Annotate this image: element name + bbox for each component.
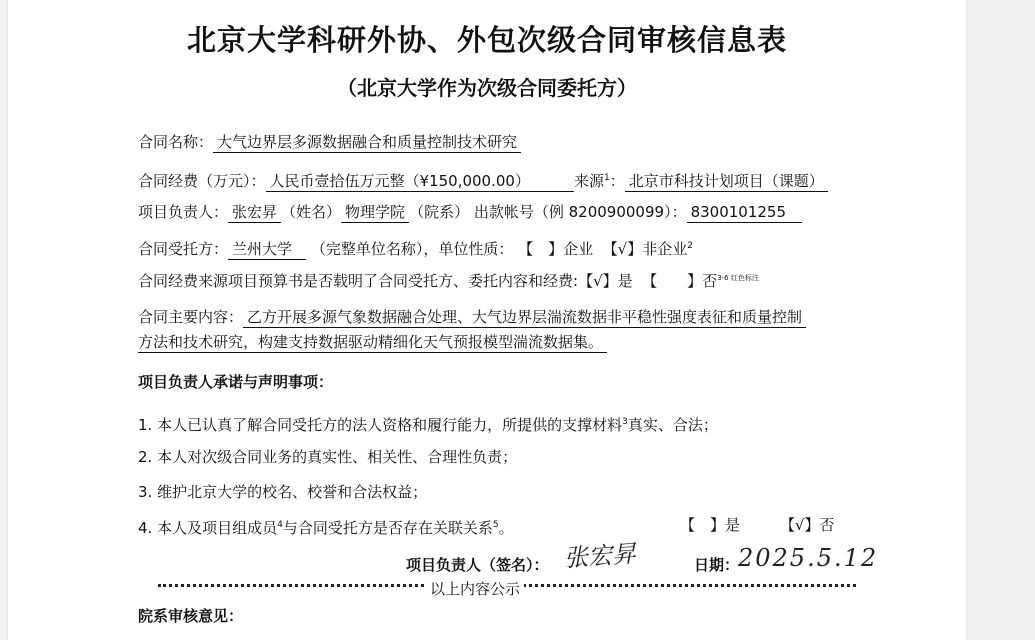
dept-review-label: 院系审核意见： (138, 607, 244, 625)
entrustee-hint: （完整单位名称），单位性质： (310, 240, 514, 258)
content-label: 合同主要内容： (138, 308, 244, 326)
non-enterprise-footnote: 2 (687, 241, 693, 251)
leader-dept-hint: （院系） (409, 203, 470, 221)
leader-label: 项目负责人： (138, 203, 229, 221)
pledge-item-1 (138, 412, 718, 435)
enterprise-checkbox: 【 】企业 (518, 240, 594, 258)
entrustee-value: 兰州大学 (228, 239, 306, 260)
pledge-item-4-text-b: 与合同受托方是否存在关联关系 (282, 519, 493, 537)
source-footnote: 1 (603, 173, 610, 183)
entrustee-row (138, 236, 693, 260)
non-enterprise-checkbox: 【√】非企业 (602, 240, 688, 258)
budget-footnote: 3-6 红色标注 (717, 274, 759, 282)
account-value: 8300101255 (687, 202, 802, 223)
contract-content-row (138, 307, 806, 328)
pledge-item-4-footnote-1: 4 (277, 520, 283, 530)
entrustee-label: 合同受托方： (138, 240, 229, 258)
pledge-item-4-no-checkbox: 【√】否 (780, 516, 835, 534)
leader-name: 张宏昇 (228, 202, 281, 223)
viewer-background (966, 0, 1035, 640)
leader-dept: 物理学院 (341, 202, 409, 223)
document-page (8, 0, 966, 640)
contract-content-row-2 (138, 332, 607, 353)
handwritten-date: 2025.5.12 (738, 544, 879, 572)
pledge-item-4-text-c: 。 (498, 519, 514, 537)
pledge-item-4-footnote-2: 5 (492, 520, 499, 530)
contract-name-label: 合同名称： (138, 133, 214, 151)
pledge-item-3: 3. 维护北京大学的校名、校誉和合法权益； (138, 483, 428, 501)
pledge-heading: 项目负责人承诺与声明事项： (138, 373, 334, 391)
pledge-item-2: 2. 本人对次级合同业务的真实性、相关性、合理性负责； (138, 448, 518, 466)
content-line-1: 乙方开展多源气象数据融合处理、大气边界层湍流数据非平稳性强度表征和质量控制 (243, 307, 806, 328)
budget-question-row (138, 268, 759, 291)
document-subtitle: （北京大学作为次级合同委托方） (337, 76, 637, 100)
public-notice-label: 以上内容公示 (426, 578, 524, 599)
pledge-item-4-yes-checkbox: 【 】是 (680, 516, 741, 534)
handwritten-signature: 张宏昇 (563, 539, 637, 573)
source-colon: ： (609, 172, 625, 190)
source-label: 来源 (573, 172, 604, 190)
pledge-item-4 (138, 515, 514, 538)
signature-label: 项目负责人（签名）： (406, 556, 549, 574)
budget-yes-checkbox: 【√】是 (578, 272, 633, 290)
leader-name-hint: （姓名） (281, 203, 342, 221)
contract-fee-value: 人民币壹拾伍万元整（¥150,000.00） (266, 171, 574, 192)
budget-question: 合同经费来源项目预算书是否载明了合同受托方、委托内容和经费: (138, 272, 579, 290)
project-leader-row (138, 202, 802, 223)
pledge-item-1-text-a: 1. 本人已认真了解合同受托方的法人资格和履行能力，所提供的支撑材料 (138, 416, 623, 434)
content-line-2: 方法和技术研究，构建支持数据驱动精细化天气预报模型湍流数据集。 (138, 332, 607, 353)
date-handwriting (738, 544, 879, 572)
signature-handwriting (563, 539, 637, 573)
pledge-item-1-footnote: 3 (622, 417, 628, 427)
pledge-item-1-text-b: 真实、合法； (627, 416, 718, 434)
contract-name-row (138, 132, 521, 153)
budget-no-checkbox: 【 】否 (642, 272, 718, 290)
pledge-item-4-text-a: 4. 本人及项目组成员 (138, 519, 278, 537)
contract-fee-label: 合同经费（万元）： (138, 172, 266, 190)
account-label: 出款帐号（例 8200900099）： (473, 203, 687, 221)
document-title: 北京大学科研外协、外包次级合同审核信息表 (186, 23, 787, 57)
date-label: 日期： (694, 556, 740, 574)
source-value: 北京市科技计划项目（课题） (625, 171, 828, 192)
contract-fee-row (138, 168, 828, 192)
contract-name-value: 大气边界层多源数据融合和质量控制技术研究 (213, 132, 521, 153)
